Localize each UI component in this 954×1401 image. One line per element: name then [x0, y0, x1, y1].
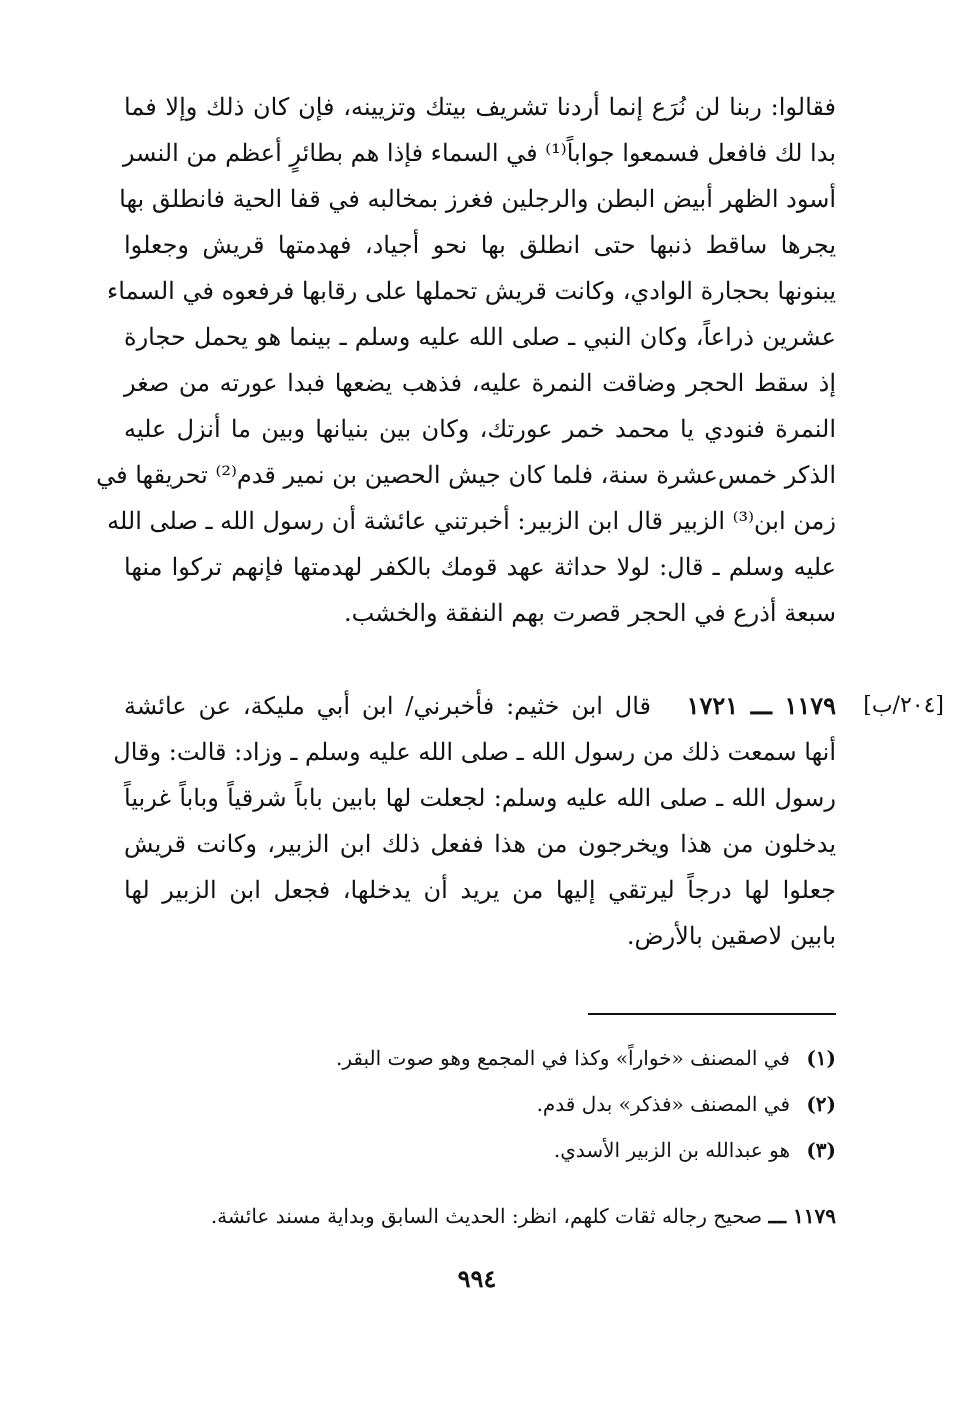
hadith-first-line — [124, 683, 836, 729]
text-line: الذكر خمس‌عشرة سنة، فلما كان جيش الحصين بن نمير قدم⁽²⁾ تحريقها في — [96, 461, 836, 489]
text-line: إذ سقط الحجر وضاقت النمرة عليه، فذهب يضعها فبدا عورته من صغر — [124, 369, 836, 397]
footnote-3 — [124, 1127, 836, 1173]
text-line: أنها سمعت ذلك من رسول الله ـ صلى الله عليه وسلم ـ وزاد: قالت: وقال — [113, 738, 836, 766]
text-line: أسود الظهر أبيض البطن والرجلين فغرز بمخالبه في قفا الحية فانطلق بها — [119, 185, 836, 213]
text-line: عشرين ذراعاً، وكان النبي ـ صلى الله عليه وسلم ـ بينما هو يحمل حجارة — [124, 323, 837, 351]
footnote-text: في المصنف «خواراً» وكذا في المجمع وهو صوت البقر. — [336, 1046, 790, 1070]
footnote-marker: (٣) — [806, 1138, 836, 1162]
text-line: يدخلون من هذا ويخرجون من هذا ففعل ذلك ابن الزبير، وكانت قريش — [124, 830, 836, 858]
text-line: النمرة فنودي يا محمد خمر عورتك، وكان بين بنيانها وبين ما أنزل عليه — [124, 415, 836, 443]
footnote-1 — [124, 1035, 836, 1081]
main-paragraph-2 — [113, 683, 836, 959]
text-line: فقالوا: ربنا لن نُرَع إنما أردنا تشريف بيتك وتزيينه، فإن كان ذلك وإلا فما — [124, 93, 837, 121]
manuscript-folio-reference: [٢٠٤/ب] — [863, 693, 944, 718]
text-line: بابين لاصقين بالأرض. — [626, 922, 836, 950]
text-segment: قال ابن خثيم: فأخبرني/ ابن أبي مليكة، عن عائشة — [124, 692, 652, 720]
main-paragraph-1 — [96, 84, 837, 636]
hadith-grading-note — [124, 1196, 836, 1236]
text-line: بدا لك فافعل فسمعوا جواباً⁽¹⁾ في السماء فإذا هم بطائرٍ أعظم من النسر — [122, 139, 836, 167]
text-line: جعلوا لها درجاً ليرتقي إليها من يريد أن يدخلها، فجعل ابن الزبير لها — [124, 876, 836, 904]
footnote-text: في المصنف «فذكر» بدل قدم. — [536, 1092, 790, 1116]
grading-text: صحيح رجاله ثقات كلهم، انظر: الحديث السابق وبداية مسند عائشة. — [210, 1204, 763, 1228]
footnote-separator — [588, 1013, 836, 1015]
page-number: ٩٩٤ — [457, 1264, 497, 1293]
grading-hadith-number: ١١٧٩ ـــ — [768, 1204, 836, 1228]
text-line: رسول الله ـ صلى الله عليه وسلم: لجعلت لها بابين باباً شرقياً وباباً غربياً — [124, 784, 836, 812]
text-line: زمن ابن⁽³⁾ الزبير قال ابن الزبير: أخبرتني عائشة أن رسول الله ـ صلى الله — [107, 507, 836, 535]
footnote-marker: (١) — [806, 1046, 836, 1070]
footnote-marker: (٢) — [806, 1092, 836, 1116]
footnote-2 — [124, 1081, 836, 1127]
hadith-number: ١١٧٩ ـــ ١٧٢١ — [686, 691, 836, 720]
text-line: يبنونها بحجارة الوادي، وكانت قريش تحملها على رقابها فرفعوه في السماء — [106, 277, 836, 305]
text-line: عليه وسلم ـ قال: لولا حداثة عهد قومك بالكفر لهدمتها فإنهم تركوا منها — [124, 553, 836, 581]
footnotes — [124, 1035, 836, 1173]
footnote-text: هو عبدالله بن الزبير الأسدي. — [553, 1138, 790, 1162]
text-line: سبعة أذرع في الحجر قصرت بهم النفقة والخشب. — [343, 599, 836, 627]
text-line: يجرها ساقط ذنبها حتى انطلق بها نحو أجياد، فهدمتها قريش وجعلوا — [124, 231, 837, 259]
